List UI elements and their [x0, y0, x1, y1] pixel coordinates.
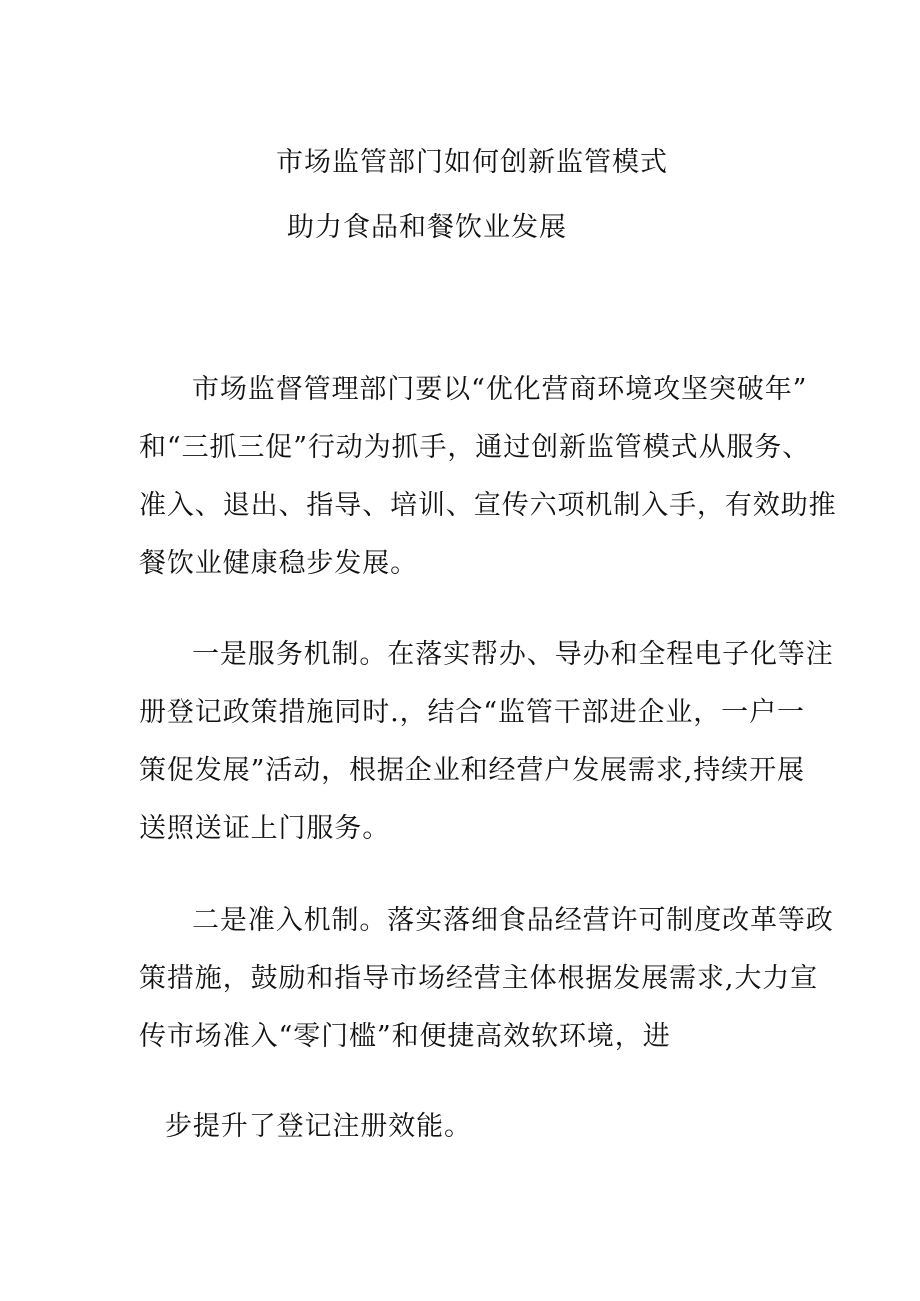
paragraph-line: 步提升了登记注册效能。 [165, 1111, 472, 1142]
paragraph-line: 准入、退出、指导、培训、宣传六项机制入手，有效助推 [139, 490, 837, 521]
paragraph-line: 一是服务机制。在落实帮办、导办和全程电子化等注 [192, 639, 834, 670]
paragraph-line: 册登记政策措施同时.，结合“监管干部进企业，一户一 [139, 697, 805, 728]
paragraph-intro [139, 373, 837, 605]
paragraph-line: 策措施，鼓励和指导市场经营主体根据发展需求,大力宣 [139, 963, 819, 994]
paragraph-line: 和“三抓三促”行动为抓手，通过创新监管模式从服务、 [139, 432, 811, 463]
paragraph-line: 送照送证上门服务。 [139, 813, 391, 844]
paragraph-line: 市场监督管理部门要以“优化营商环境攻坚突破年” [192, 374, 808, 405]
document-title-line-1: 市场监管部门如何创新监管模式 [276, 147, 668, 178]
paragraph-line: 餐饮业健康稳步发展。 [139, 548, 418, 579]
paragraph-service-mechanism [139, 638, 834, 870]
paragraph-access-mechanism [139, 904, 834, 1078]
paragraph-line: 传市场准入“零门槛”和便捷高效软环境，进 [139, 1021, 671, 1052]
document-title-line-2: 助力食品和餐饮业发展 [287, 212, 567, 243]
paragraph-line: 策促发展”活动，根据企业和经营户发展需求,持续开展 [139, 755, 805, 786]
paragraph-line: 二是准入机制。落实落细食品经营许可制度改革等政 [192, 905, 834, 936]
